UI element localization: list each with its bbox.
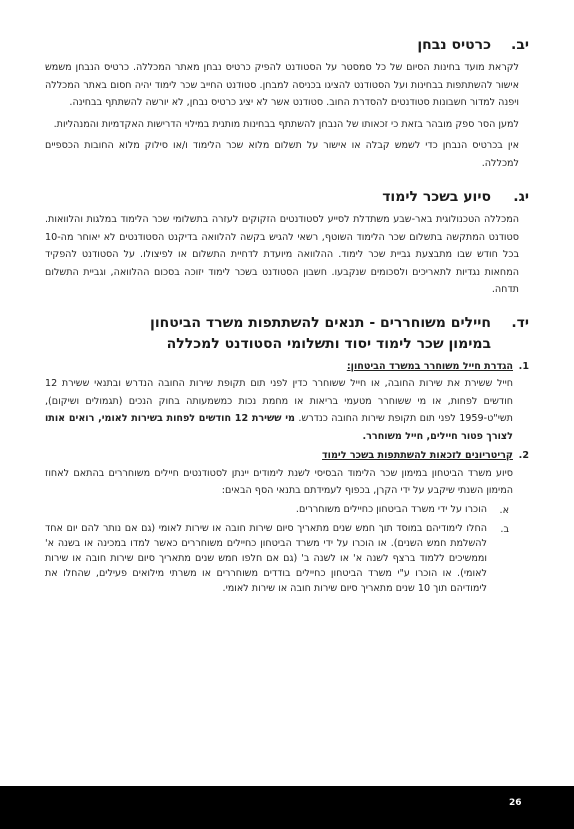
paragraph: אין בכרטיס הנבחן כדי לשמש קבלה או אישור על תשלום מלוא שכר הלימוד ו/או סילוק מלוא החובות הכספיים למכללה. xyxy=(45,140,519,169)
letter-text: החלו לימודיהם במוסד תוך חמש שנים מתאריך סיום שירות חובה או שירות לאומי (גם אם נותר להם יום אחד להשלמת חמש השנים). או הוכרו על ידי משרד הביטחון כחיילים משוחררים כאשר למדו במכינה או בשנה א' וממשיכים ללמוד ברצף לשנה א' או לשנה ב' (גם אם חלפו חמש שנים מתאריך סיום שירות חובה או שירות לאומי). או הוכרו ע"י משרד הביטחון כחיילים בודדים משוחררים או משרתי מילואים פעילים, שהחלו את לימודיהם תוך 10 שנים מתאריך סיום שירות חובה או שירות לאומי. xyxy=(45,523,487,594)
section-title-discharged-soldiers xyxy=(45,313,529,355)
item-heading: קריטריונים לזכאות להשתתפות בשכר לימוד xyxy=(322,450,513,461)
section-heading: סיוע בשכר לימוד xyxy=(382,189,491,205)
item-text-bold: מי ששירת 12 חודשים לפחות בשירות לאומי, רואים אותו לצורך פטור חיילים, חייל משוחרר. xyxy=(45,413,513,442)
paragraph: למען הסר ספק מובהר בזאת כי זכאותו של הנבחן להשתתף בבחינות מותנית במילוי הדרישות האקדמיות והמנהליות. xyxy=(53,118,519,130)
lettered-item-a xyxy=(45,502,513,520)
item-text-plain: חייל ששירת את שירות החובה, או חייל ששוחרר כדין לפני תום תקופת שירות החובה הנדרש ובתנאי ששירת 12 חודשים לפחות, או מי ששוחרר מטעמי בריאות או מחמת נכות כמשמעותה בחוק הנכים (תגמולים ושיקום), תשי"ט-1959 לפני תום תקופת שירות החובה כנדרש. xyxy=(45,378,513,424)
section-title-exam-card xyxy=(45,34,529,56)
section-heading-line-1: חיילים משוחררים - תנאים להשתתפות משרד הביטחון xyxy=(150,314,491,331)
item-number: 1. xyxy=(518,360,529,372)
page-number: 26 xyxy=(509,798,522,808)
section-number: יד. xyxy=(511,314,529,331)
letter-marker: א. xyxy=(499,504,509,516)
numbered-item-2 xyxy=(45,447,529,596)
item-number: 2. xyxy=(518,450,529,461)
paragraph: המכללה הטכנולוגית באר-שבע משתדלת לסייע לסטודנטים הזקוקים לעזרה בתשלומי שכר הלימוד במלגות והלוואות. סטודנט המתקשה בתשלום שכר הלימוד השוטף, רשאי להגיש בקשה להלוואה בדיקנט הסטודנטים לא יאוחר מה-10 בכל חודש שבו מתבצעת גביית שכר לימוד. ההלוואה מיועדת לדחיית התשלום או לפיצולו. על הסטודנט להפקיד המחאות נגדיות לתאריכים ולסכומים שנקבעו. חשבון הסטודנט בשכר לימוד יזוכה בסכום ההלוואה, וגביית התשלום תדחה. xyxy=(45,214,519,295)
section-number: יג. xyxy=(513,189,529,205)
section-title-tuition-aid xyxy=(45,186,529,208)
numbered-item-1 xyxy=(45,358,529,446)
page-content xyxy=(45,34,529,596)
section-heading: כרטיס נבחן xyxy=(417,37,491,53)
section-number: יב. xyxy=(511,37,529,53)
lettered-item-b xyxy=(45,521,513,596)
section-heading-line-2: במימון שכר לימוד יסוד ותשלומי הסטודנט למכללה xyxy=(166,335,491,352)
paragraph: לקראת מועד בחינות הסיום של כל סמסטר על הסטודנט להפיק כרטיס נבחן מאתר המכללה. כרטיס הנבחן משמש אישור להשתתפות בבחינות ועל הסטודנט להציגו בכניסה למבחן. סטודנט החייב שכר לימוד יהיה חסום באתר המכללה ויפנה למדור חשבונות סטודנטים להסדרת החוב. סטודנט אשר לא יציג כרטיס נבחן, לא יורשה להשתתף בבחינה. xyxy=(45,62,519,108)
letter-text: הוכרו על ידי משרד הביטחון כחיילים משוחררים. xyxy=(295,503,487,515)
section-heading xyxy=(45,313,491,355)
letter-marker: ב. xyxy=(500,524,509,535)
item-text xyxy=(45,375,513,445)
footer-bar xyxy=(0,786,574,829)
item-text: סיוע משרד הביטחון במימון שכר הלימוד הבסיסי לשנת לימודים יינתן לסטודנטים חיילים משוחררים בהתאם לאחוז המימון השנתי שיקבע על ידי הקרן, בכפוף לעמידתם בתנאי הסף הבאים: xyxy=(45,467,513,496)
item-heading: הגדרת חייל משוחרר במשרד הביטחון: xyxy=(346,360,513,372)
